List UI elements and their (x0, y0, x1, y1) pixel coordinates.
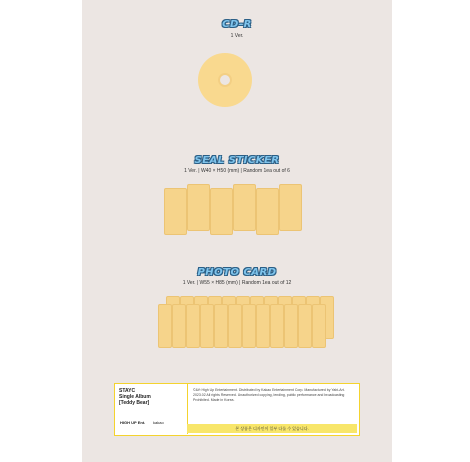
photo-card (228, 304, 242, 348)
cd-title: CD-R (222, 19, 252, 30)
footer-album-panel (115, 384, 188, 434)
cd-disc (198, 53, 252, 107)
high-up-logo: HIGH UP Ent. (120, 420, 146, 425)
seal-sticker-card (164, 188, 187, 235)
photo-card (158, 304, 172, 348)
seal-sticker-card (187, 184, 210, 231)
photo-card (270, 304, 284, 348)
album-line-name: [Teddy Bear] (119, 400, 150, 406)
album-poster (82, 0, 392, 462)
photo-card-title: PHOTO CARD (197, 267, 277, 278)
photo-card (186, 304, 200, 348)
photo-card (214, 304, 228, 348)
photo-card (298, 304, 312, 348)
seal-sticker-spec: 1 Ver. | W40 × H50 (mm) | Random 1ea out of 6 (184, 168, 290, 174)
seal-sticker-card (233, 184, 256, 231)
photo-card (284, 304, 298, 348)
cd-spec: 1 Ver. (230, 33, 244, 39)
kakao-logo: kakao (153, 420, 164, 425)
seal-sticker-title: SEAL STICKER (194, 155, 280, 166)
notice-bar: 본 상품은 디자인이 일부 다를 수 있습니다. (187, 424, 357, 433)
seal-sticker-card (256, 188, 279, 235)
album-line-type: Single Album (119, 394, 151, 400)
album-line-artist: STAYC (119, 388, 136, 394)
photo-card (312, 304, 326, 348)
photo-card (200, 304, 214, 348)
footer-info-box (114, 383, 360, 436)
photo-card (172, 304, 186, 348)
seal-sticker-card (210, 188, 233, 235)
cd-hole (220, 75, 230, 85)
seal-sticker-card (279, 184, 302, 231)
photo-card (242, 304, 256, 348)
photo-card-spec: 1 Ver. | W55 × H85 (mm) | Random 1ea out of 12 (182, 280, 292, 286)
album-title (119, 388, 151, 406)
legal-text: ©&℗ High Up Entertainment. Distributed by Kakao Entertainment Corp. Manufactured by Yabi-Art. 2023.02 All rights Reserved. Unauthorized copying, lending, public performance and broadcasting Prohibited. Made in Korea. (193, 388, 345, 402)
photo-card (256, 304, 270, 348)
